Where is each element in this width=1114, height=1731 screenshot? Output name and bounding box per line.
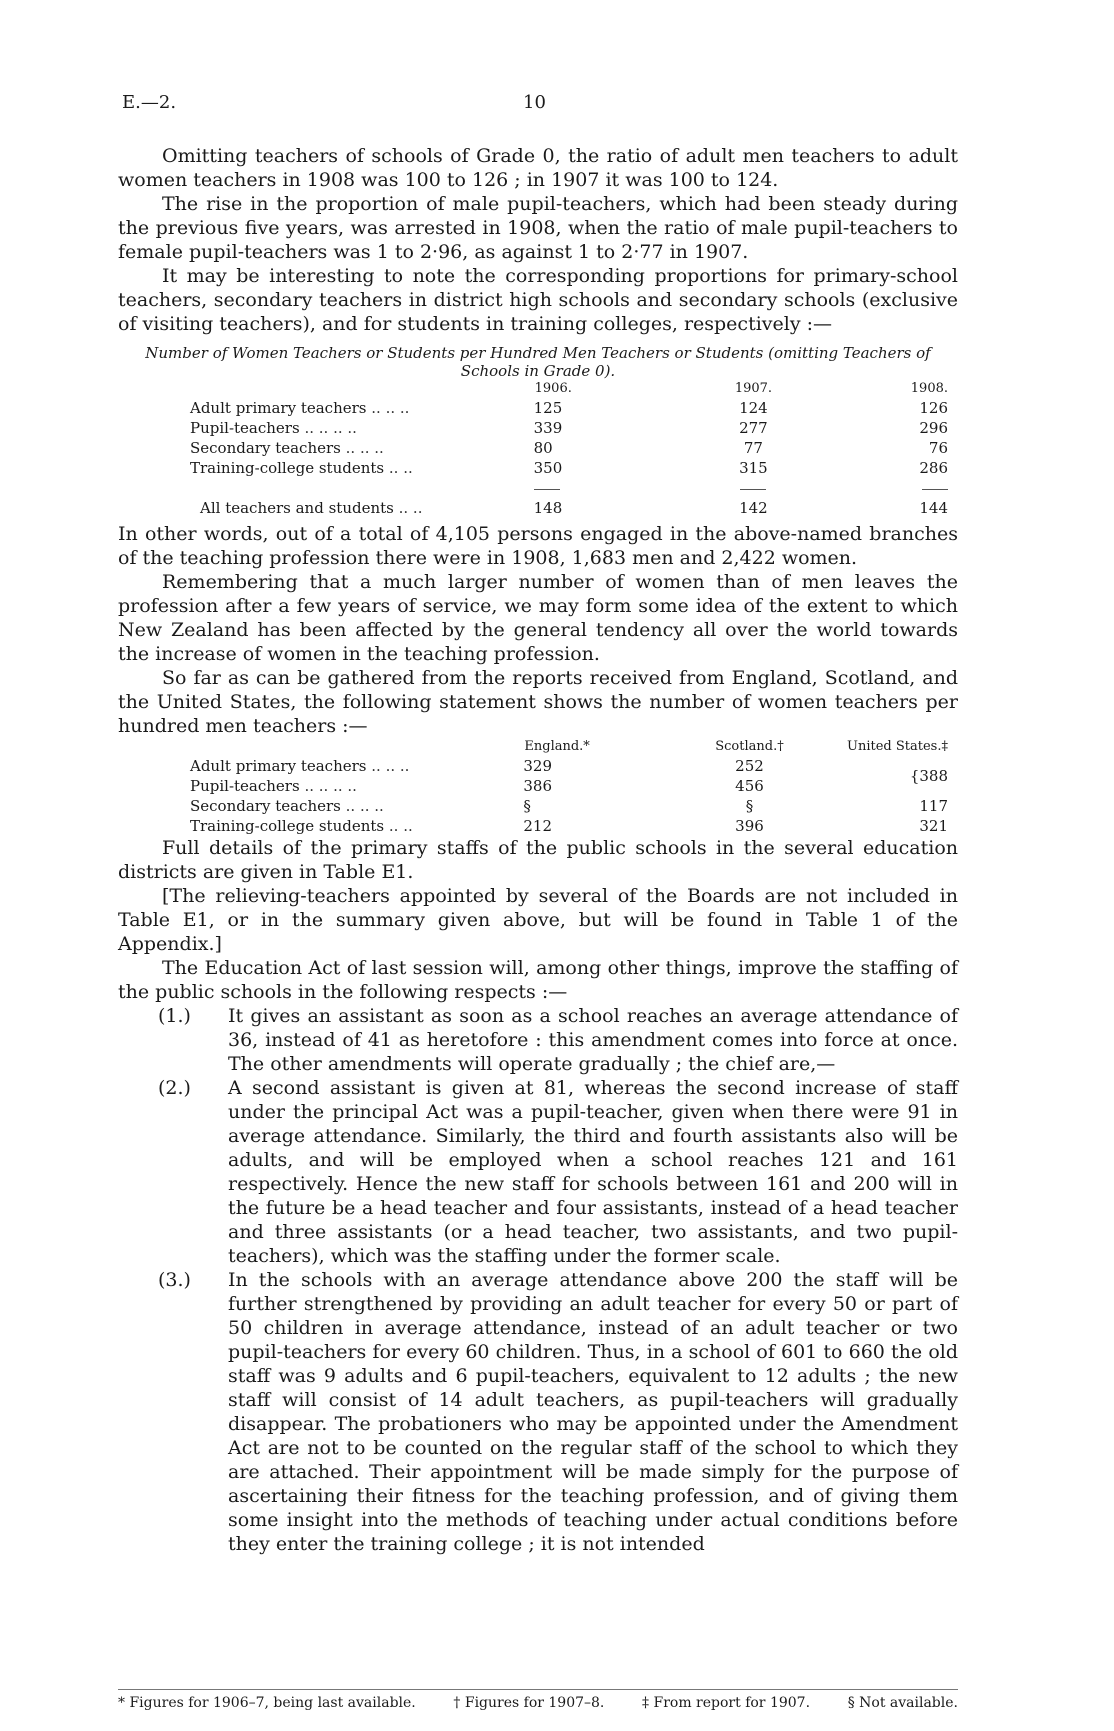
- cell: {388: [909, 767, 948, 785]
- footnotes: [118, 1695, 958, 1711]
- table-row: [190, 816, 958, 836]
- paragraph: The rise in the proportion of male pupil-teachers, which had been steady during the previous five years, was arrested in 1908, when the ratio of male pupil-teachers to female pupil-teachers was 1 to 2·96, as against 1 to 2·77 in 1907.: [118, 193, 958, 263]
- cell: 76: [928, 439, 948, 457]
- table-row: [190, 756, 958, 776]
- cell: 321: [919, 817, 948, 835]
- cell: 77: [743, 439, 763, 457]
- table-header-row: [190, 380, 958, 398]
- list-text: A second assistant is given at 81, whereas the second increase of staff under the principal Act was a pupil-teacher, given when there were 91 in average attendance. Similarly, the third and fourth assistants also will be adults, and will be employed when a school reaches 121 and 161 respectively. Hence the new staff for schools between 161 and 200 will in the future be a head teacher and four assistants, instead of a head teacher and three assistants (or a head teacher, two assistants, and two pupil-teachers), which was the staffing under the former scale.: [228, 1077, 958, 1267]
- cell: 80: [533, 439, 553, 457]
- row-label: Secondary teachers: [190, 797, 341, 815]
- women-teachers-table: [190, 380, 958, 518]
- cell: 286: [919, 459, 948, 477]
- document-body: [118, 144, 958, 1556]
- column-header: Scotland.†: [715, 739, 784, 754]
- cell: 124: [739, 399, 768, 417]
- cell: 148: [533, 499, 563, 517]
- column-header: United States.‡: [847, 739, 948, 754]
- footnote-divider: [118, 1689, 958, 1690]
- leader-dots: .. .. ..: [345, 439, 384, 457]
- row-label: Training-college students: [190, 459, 385, 477]
- leader-dots: .. ..: [398, 499, 423, 517]
- leader-dots: .. .. .. ..: [304, 419, 357, 437]
- column-header: England.*: [524, 739, 590, 754]
- paragraph: Omitting teachers of schools of Grade 0, the ratio of adult men teachers to adult women teachers in 1908 was 100 to 126 ; in 1907 it was 100 to 124.: [118, 145, 958, 191]
- table-caption: Number of Women Teachers or Students per Hundred Men Teachers or Students (omitting Teachers of Schools in Grade 0).: [145, 344, 931, 380]
- list-marker: (1.): [158, 1005, 191, 1027]
- row-label: Adult primary teachers: [190, 399, 367, 417]
- page-number: 10: [523, 92, 546, 113]
- table-row: [190, 458, 958, 478]
- table-row: [190, 438, 958, 458]
- paragraph: Full details of the primary staffs of the public schools in the several education districts are given in Table E1.: [118, 837, 958, 883]
- footnote: § Not available.: [847, 1695, 958, 1711]
- paragraph: [The relieving-teachers appointed by several of the Boards are not included in Table E1, or in the summary given above, but will be found in Table 1 of the Appendix.]: [118, 885, 958, 955]
- list-marker: (2.): [158, 1077, 191, 1099]
- cell: §: [745, 797, 754, 815]
- list-item: [118, 1004, 958, 1076]
- cell: 117: [919, 797, 948, 815]
- list-item: [118, 1076, 958, 1268]
- cell: 277: [739, 419, 768, 437]
- cell: 350: [533, 459, 563, 477]
- table-total-row: [190, 498, 958, 518]
- footnote: † Figures for 1907–8.: [453, 1695, 605, 1711]
- row-label: Adult primary teachers: [190, 757, 367, 775]
- row-label: Pupil-teachers: [190, 419, 300, 437]
- sum-rule: [740, 489, 766, 490]
- leader-dots: .. .. ..: [371, 757, 410, 775]
- row-label: Secondary teachers: [190, 439, 341, 457]
- cell: 339: [533, 419, 563, 437]
- leader-dots: .. .. ..: [371, 399, 410, 417]
- paragraph: So far as can be gathered from the reports received from England, Scotland, and the United States, the following statement shows the number of women teachers per hundred men teachers :—: [118, 667, 958, 737]
- table-row: [190, 398, 958, 418]
- section-code: E.—2.: [122, 92, 177, 113]
- table-row: [190, 796, 958, 816]
- table-header-row: [190, 738, 958, 756]
- leader-dots: .. ..: [388, 817, 413, 835]
- cell: 315: [739, 459, 768, 477]
- cell: 456: [735, 777, 764, 795]
- cell: 396: [735, 817, 764, 835]
- cell: 386: [523, 777, 553, 795]
- combined-cell: 388: [919, 767, 948, 785]
- table-row: [190, 418, 958, 438]
- leader-dots: .. .. .. ..: [304, 777, 357, 795]
- list-item: [118, 1268, 958, 1556]
- paragraph: It may be interesting to note the corresponding proportions for primary-school teachers, secondary teachers in district high schools and secondary schools (exclusive of visiting teachers), and for students in training colleges, respectively :—: [118, 265, 958, 335]
- leader-dots: .. .. ..: [345, 797, 384, 815]
- cell: 212: [523, 817, 553, 835]
- paragraph: In other words, out of a total of 4,105 persons engaged in the above-named branches of the teaching profession there were in 1908, 1,683 men and 2,422 women.: [118, 523, 958, 569]
- column-header: 1908.: [910, 381, 948, 396]
- row-label: Pupil-teachers: [190, 777, 300, 795]
- cell: 252: [735, 757, 764, 775]
- sum-rule: [534, 489, 560, 490]
- column-header: 1907.: [734, 381, 773, 396]
- cell: 144: [919, 499, 948, 517]
- international-comparison-table: [190, 738, 958, 836]
- cell: 142: [739, 499, 768, 517]
- footnote: * Figures for 1906–7, being last available.: [118, 1695, 416, 1711]
- list-marker: (3.): [158, 1269, 191, 1291]
- list-text: It gives an assistant as soon as a school reaches an average attendance of 36, instead of 41 as heretofore : this amendment comes into force at once. The other amendments will operate gradually ; the chief are,—: [228, 1005, 958, 1075]
- footnote: ‡ From report for 1907.: [642, 1695, 811, 1711]
- row-label: All teachers and students: [200, 499, 394, 517]
- column-header: 1906.: [534, 381, 572, 396]
- row-label: Training-college students: [190, 817, 385, 835]
- leader-dots: .. ..: [388, 459, 413, 477]
- sum-rule-row: [190, 478, 958, 498]
- cell: §: [523, 797, 531, 815]
- cell: 329: [523, 757, 553, 775]
- cell: 126: [919, 399, 948, 417]
- cell: 125: [533, 399, 563, 417]
- paragraph: The Education Act of last session will, among other things, improve the staffing of the public schools in the following respects :—: [118, 957, 958, 1003]
- cell: 296: [919, 419, 948, 437]
- sum-rule: [922, 489, 948, 490]
- list-text: In the schools with an average attendance above 200 the staff will be further strengthened by providing an adult teacher for every 50 or part of 50 children in average attendance, instead of an adult teacher or two pupil-teachers for every 60 children. Thus, in a school of 601 to 660 the old staff was 9 adults and 6 pupil-teachers, equivalent to 12 adults ; the new staff will consist of 14 adult teachers, as pupil-teachers will gradually disappear. The probationers who may be appointed under the Amendment Act are not to be counted on the regular staff of the school to which they are attached. Their appointment will be made simply for the purpose of ascertaining their fitness for the teaching profession, and of giving them some insight into the methods of teaching under actual conditions before they enter the training college ; it is not intended: [228, 1269, 958, 1555]
- paragraph: Remembering that a much larger number of women than of men leaves the profession after a few years of service, we may form some idea of the extent to which New Zealand has been affected by the general tendency all over the world towards the increase of women in the teaching profession.: [118, 571, 958, 665]
